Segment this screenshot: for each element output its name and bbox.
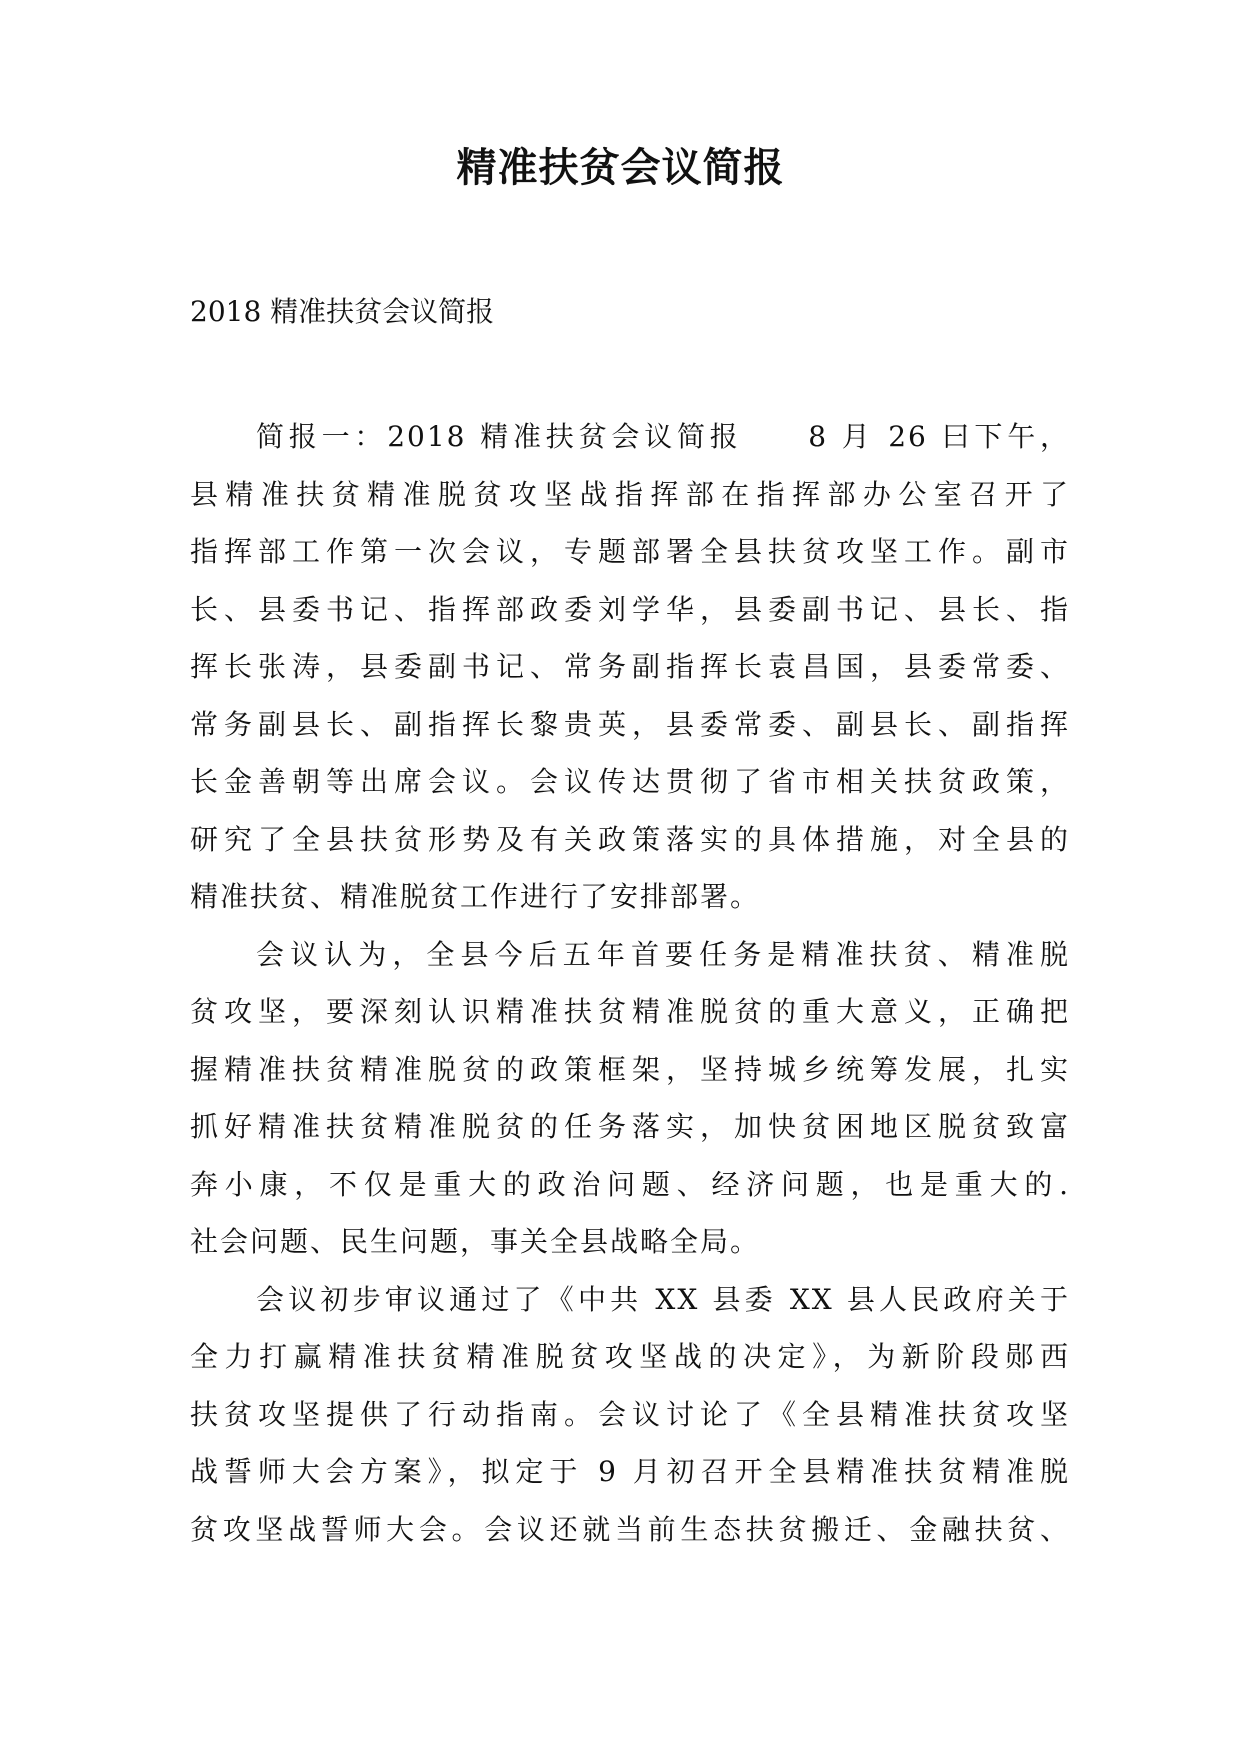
- text-line: 精准扶贫、精准脱贫工作进行了安排部署。: [190, 880, 761, 913]
- text-line: 会议认为，全县今后五年首要任务是精准扶贫、精准脱: [256, 937, 1070, 971]
- text-line: 握精准扶贫精准脱贫的政策框架，坚持城乡统筹发展，扎实: [190, 1052, 1070, 1086]
- text-line: 扶贫攻坚提供了行动指南。会议讨论了《全县精准扶贫攻坚: [190, 1397, 1070, 1431]
- text-line: 社会问题、民生问题，事关全县战略全局。: [190, 1225, 761, 1258]
- text-line: 抓好精准扶贫精准脱贫的任务落实，加快贫困地区脱贫致富: [190, 1110, 1070, 1143]
- text-line: 县精准扶贫精准脱贫攻坚战指挥部在指挥部办公室召开了: [190, 477, 1070, 511]
- text-line: 长、县委书记、指挥部政委刘学华，县委副书记、县长、指: [190, 592, 1070, 626]
- text-line: 战誓师大会方案》，拟定于 9 月初召开全县精准扶贫精准脱: [190, 1455, 1070, 1488]
- text-line: 会议初步审议通过了《中共 XX 县委 XX 县人民政府关于: [256, 1282, 1070, 1316]
- text-line: 挥长张涛，县委副书记、常务副指挥长袁昌国，县委常委、: [190, 650, 1070, 683]
- document-body: [190, 408, 1070, 1558]
- paragraph-2: [190, 926, 1070, 1271]
- text-line: 研究了全县扶贫形势及有关政策落实的具体措施，对全县的: [190, 822, 1070, 856]
- document-subtitle: 2018 精准扶贫会议简报: [190, 295, 495, 328]
- text-line: 贫攻坚战誓师大会。会议还就当前生态扶贫搬迁、金融扶贫、: [190, 1512, 1070, 1546]
- text-line: 长金善朝等出席会议。会议传达贯彻了省市相关扶贫政策，: [190, 765, 1070, 798]
- document-title: 精准扶贫会议简报: [456, 145, 785, 191]
- text-line: 贫攻坚，要深刻认识精准扶贫精准脱贫的重大意义，正确把: [190, 995, 1070, 1028]
- paragraph-1: [190, 408, 1070, 926]
- text-line: 简报一：2018 精准扶贫会议简报 8 月 26 曰下午，: [256, 420, 1070, 453]
- text-line: 奔小康，不仅是重大的政治问题、经济问题，也是重大的.: [190, 1167, 1070, 1201]
- text-line: 常务副县长、副指挥长黎贵英，县委常委、副县长、副指挥: [190, 707, 1070, 741]
- paragraph-3: [190, 1271, 1070, 1559]
- text-line: 全力打赢精准扶贫精准脱贫攻坚战的决定》，为新阶段郧西: [190, 1340, 1070, 1373]
- text-line: 指挥部工作第一次会议，专题部署全县扶贫攻坚工作。副市: [190, 535, 1070, 568]
